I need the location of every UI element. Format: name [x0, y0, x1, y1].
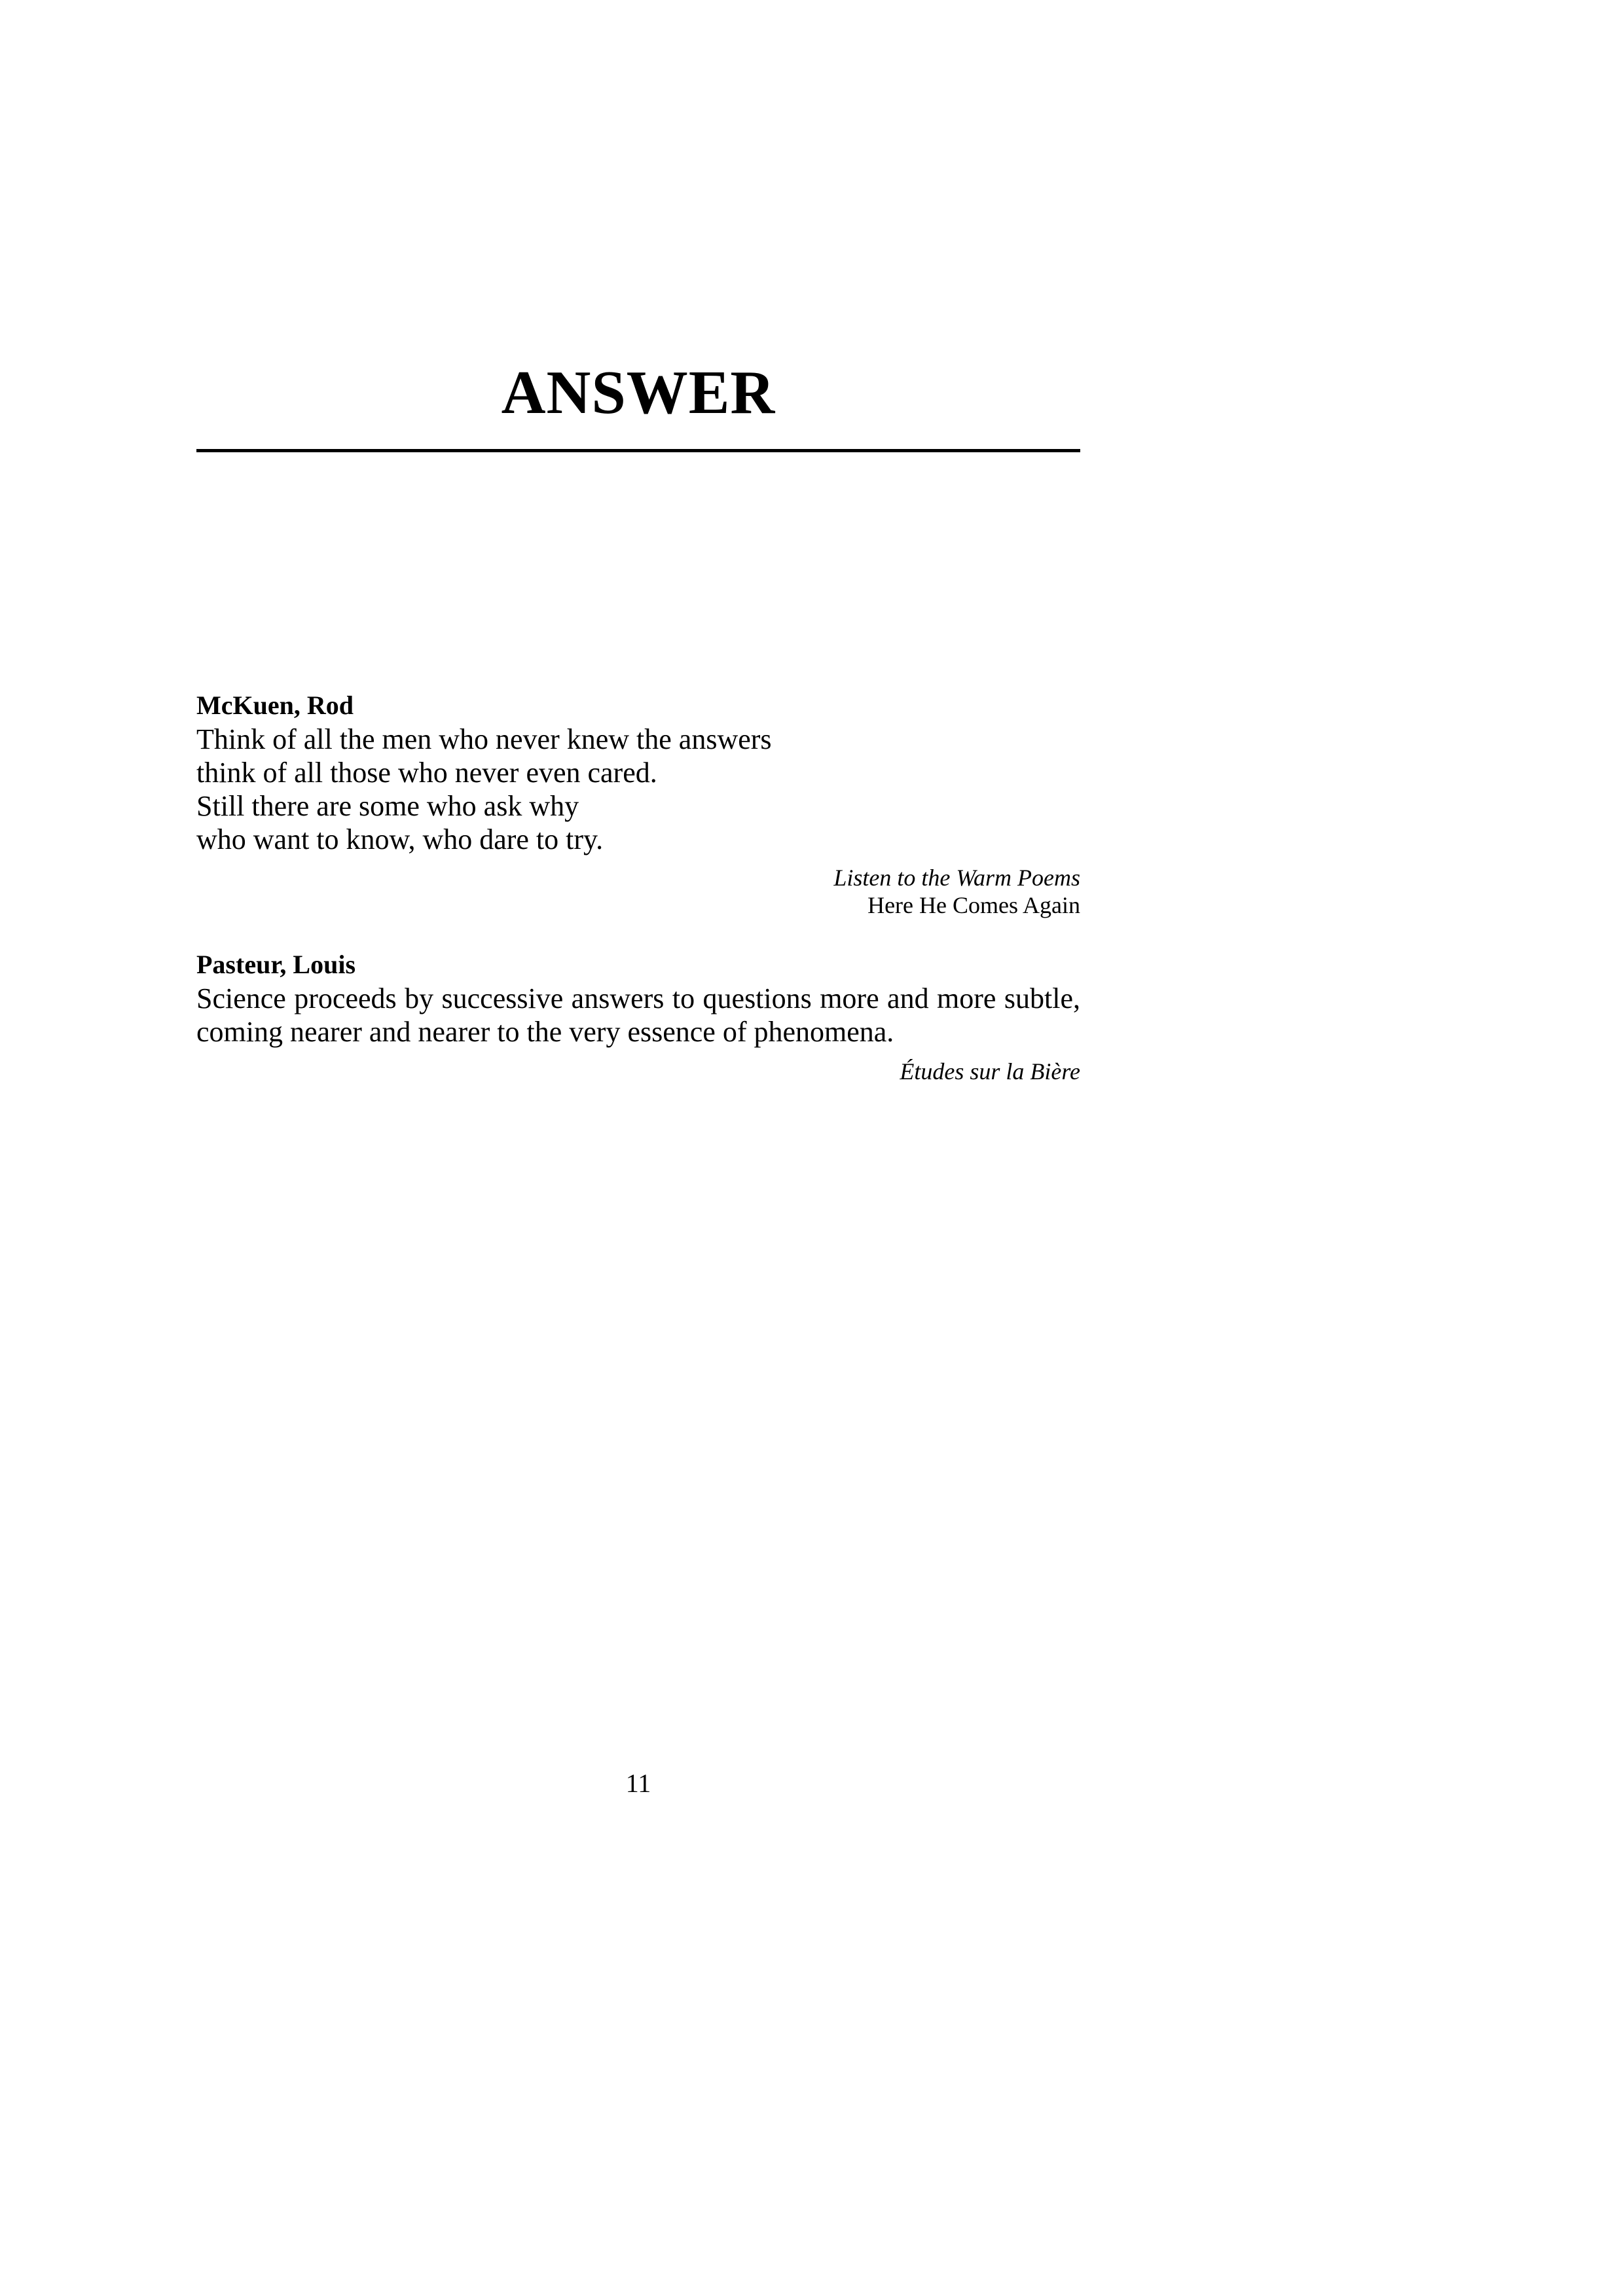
quote-source-subtitle: Here He Comes Again	[867, 892, 1080, 918]
quote-source-title: Listen to the Warm Poems	[833, 865, 1080, 891]
quote-author: McKuen, Rod	[196, 691, 354, 720]
quote-line: Think of all the men who never knew the answers	[196, 723, 772, 755]
title-rule	[196, 449, 1080, 452]
quote-source-title: Études sur la Bière	[900, 1058, 1080, 1085]
quote-line: think of all those who never even cared.	[196, 757, 657, 789]
quote-entry	[196, 948, 1080, 1085]
quote-entry	[196, 689, 1080, 919]
page-number: 11	[625, 1768, 651, 1798]
quote-text: Science proceeds by successive answers to questions more and more subtle, coming nearer and nearer to the very essence of phenomena.	[196, 982, 1080, 1048]
quote-line: Still there are some who ask why	[196, 790, 579, 822]
quote-line: who want to know, who dare to try.	[196, 823, 604, 855]
quote-author: Pasteur, Louis	[196, 950, 356, 979]
page-title: ANSWER	[501, 359, 776, 427]
